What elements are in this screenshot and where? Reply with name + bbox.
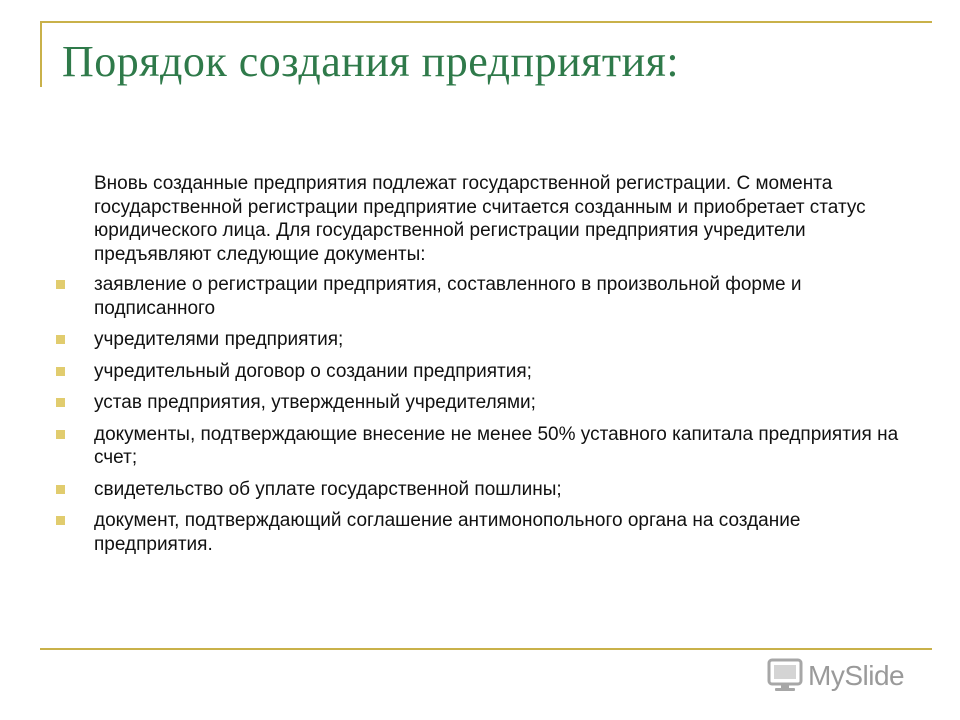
watermark-logo <box>766 656 926 696</box>
list-item-text: документ, подтверждающий соглашение антимонопольного органа на создание предприятия. <box>94 510 801 555</box>
list-item <box>50 328 910 352</box>
slide-body <box>50 172 910 564</box>
list-item-text: документы, подтверждающие внесение не менее 50% уставного капитала предприятия на счет; <box>94 423 899 468</box>
slide-title: Порядок создания предприятия: <box>62 37 680 86</box>
square-bullet-icon <box>56 516 65 525</box>
list-item <box>50 509 910 556</box>
square-bullet-icon <box>56 398 65 407</box>
intro-paragraph: Вновь созданные предприятия подлежат государственной регистрации. С момента государственной регистрации предприятие считается созданным и приобретает статус юридического лица. Для государственной регистрации предприятия учредители предъявляют следующие документы: <box>94 173 866 265</box>
bottom-divider <box>40 648 932 650</box>
list-item <box>50 478 910 502</box>
top-divider <box>40 21 932 23</box>
list-item <box>50 360 910 384</box>
list-item <box>50 391 910 415</box>
square-bullet-icon <box>56 280 65 289</box>
list-item-text: свидетельство об уплате государственной пошлины; <box>94 478 562 500</box>
document-list <box>50 273 910 556</box>
square-bullet-icon <box>56 485 65 494</box>
square-bullet-icon <box>56 335 65 344</box>
list-item-text: устав предприятия, утвержденный учредителями; <box>94 392 536 413</box>
square-bullet-icon <box>56 430 65 439</box>
square-bullet-icon <box>56 367 65 376</box>
left-divider <box>40 21 42 87</box>
list-item <box>50 273 910 320</box>
list-item <box>50 423 910 470</box>
list-item-text: учредителями предприятия; <box>94 329 344 350</box>
watermark-text: MySlide <box>808 660 905 691</box>
list-item-text: заявление о регистрации предприятия, составленного в произвольной форме и подписанного <box>94 274 802 319</box>
list-item-text: учредительный договор о создании предприятия; <box>94 360 532 382</box>
computer-icon <box>766 657 806 695</box>
